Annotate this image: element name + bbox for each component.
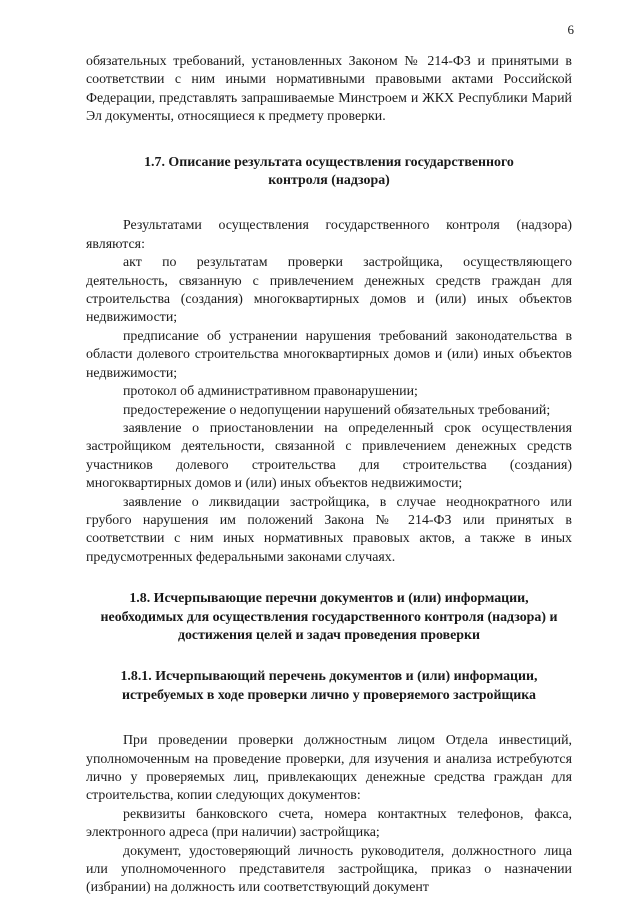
section-1-8-1-heading: 1.8.1. Исчерпывающий перечень документов и (или) информации, истребуемых в ходе проверки лично у проверяемого застройщика	[120, 669, 538, 703]
section-1-7-body	[86, 217, 572, 567]
intro-paragraph: обязательных требований, установленных Законом № 214-ФЗ и принятыми в соответствии с ним иными нормативными правовыми актами Российской Федерации, представлять запрашиваемые Минстроем и ЖКХ Республики Марий Эл документы, относящиеся к предмету проверки.	[86, 54, 572, 125]
page-number: 6	[567, 22, 574, 37]
section-1-7-paragraph: Результатами осуществления государственного контроля (надзора) являются:	[86, 218, 572, 252]
section-1-8-1-body	[86, 732, 572, 898]
section-1-8-1-paragraph: документ, удостоверяющий личность руководителя, должностного лица или уполномоченного представителя застройщика, приказ о назначении (избрании) на должность или соответствующий документ	[86, 843, 572, 896]
section-1-7-paragraph: предписание об устранении нарушения требований законодательства в области долевого строительства многоквартирных домов и (или) иных объектов недвижимости;	[86, 328, 572, 381]
section-1-7-paragraph: акт по результатам проверки застройщика, осуществляющего деятельность, связанную с привлечением денежных средств граждан для строительства (создания) многоквартирных домов и (или) иных объектов недвижимости;	[86, 255, 572, 326]
section-1-7-paragraph: заявление о ликвидации застройщика, в случае неоднократного или грубого нарушения им положений Закона № 214-ФЗ или принятых в соответствии с ним иных нормативных правовых актов, а также в иных предусмотренных федеральными законами случаях.	[86, 494, 572, 565]
section-1-7-paragraph: предостережение о недопущении нарушений обязательных требований;	[123, 402, 551, 418]
section-1-8-1-paragraph: реквизиты банковского счета, номера контактных телефонов, факса, электронного адреса (при наличии) застройщика;	[86, 806, 572, 841]
section-1-8-1-paragraph: При проведении проверки должностным лицом Отдела инвестиций, уполномоченным на проведение проверки, для изучения и анализа истребуются лично у проверяемых лиц, привлекающих денежные средства граждан для строительства, копии следующих документов:	[86, 733, 572, 804]
section-1-7-paragraph: протокол об административном правонарушении;	[123, 384, 418, 400]
section-1-8-heading: 1.8. Исчерпывающие перечни документов и (или) информации, необходимых для осуществления государственного контроля (надзора) и достижения целей и задач проведения проверки	[100, 591, 558, 643]
section-1-7-paragraph: заявление о приостановлении на определенный срок осуществления застройщиком деятельности, связанной с привлечением денежных средств участников долевого строительства для строительства (создания) многоквартирных домов и (или) иных объектов недвижимости;	[86, 420, 572, 492]
page-content	[86, 53, 572, 898]
section-1-7-heading: 1.7. Описание результата осуществления государственного контроля (надзора)	[144, 154, 514, 189]
